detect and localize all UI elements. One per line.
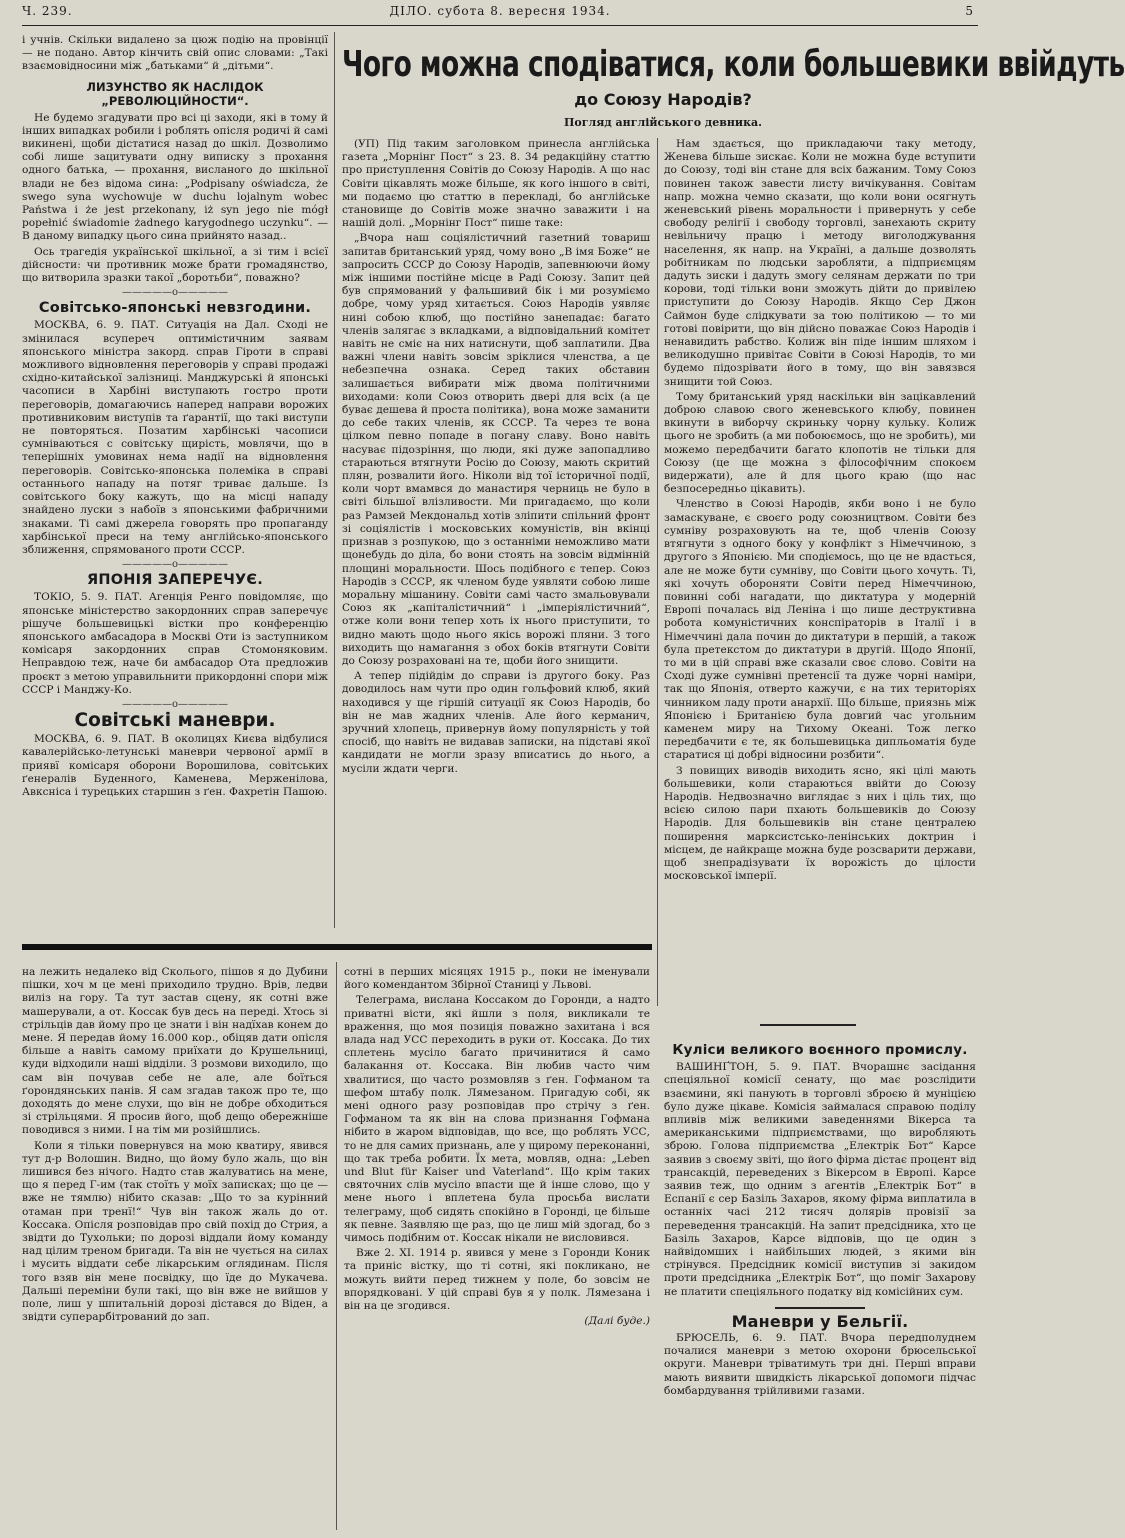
article-paragraph: Тому британський уряд наскільки він зацікавлений доброю славою свого женевського клюбу, повинен вкинути в виборчу скриньку чорну кульку. Колиж цього не зробить (а ми побоюємось, що не зробить), ми можемо передбачити багато клопотів не тільки для Союзу (це ще можна з філософічним спокоєм видержати), але й для цього краю (що нас безпосередньо цікавить).	[664, 390, 976, 496]
story-paragraph: Вже 2. XI. 1914 р. явився у мене з Горонди Коник та приніс вістку, що ті сотні, які покликано, не можуть вийти перед тижнем у поле, бо зовсім не впорядковані. У цій справі був я у полк. Лямезана і він на це згодився.	[344, 1247, 650, 1313]
article-paragraph: „Вчора наш соціялістичний газетний товариш запитав британський уряд, чому воно „В імя Боже“ не запросить СССР до Союзу Народів, запевнюючи йому між іншими постійне місце в Раді Союзу. Запит цей був спрямований у фальшивий бік і ми розуміємо добре, чому уряд хитається. Союз Народів уявляє нині собою клюб, що постійно занепадає: багато членів залягає з вкладками, а відповідальний комітет навіть не сміє на них натиснути, щоб заплатили. Два важні члени навіть зовсім зріклися членства, а це небезпечна ознака. Серед таких обставин залишається вибирати між двома політичними виходами: коли Союз отворить двері для всіх (а це буває дешева й проста політика), вона може заманити до себе таких членів, як СССР. Та через те вона цілком певно попаде в погану славу. Воно навіть насуває підозріння, що люди, які дуже запопадливо стараються втягнути Росію до Союзу, мають скритий плян, розвалити його. Ніколи від тої історичної події, коли чорт вмамвся до манастиря черниць не було в світі більшої влізливости. Ми пригадаємо, що коли раз Рамзей Мекдональд хотів зліпити спільний фронт зі соціялістів і московських комуністів, він вкінці признав з розпукою, що з останніми неможливо мати щонебудь до діла, бо вони стоять на зовсім відмінній площині моральности. Шось подібного є тепер. Союз Народів з СССР, як членом буде уявляти собою лише моральну мішанину. Совіти самі часто змальовували Союз як „капіталістичний“ і „імперіялістичний“, отже коли вони тепер хоть іх нього приступити, то видно мають щодо нього якісь ворожі пляни. З того виходить що намагання з обох боків втягнути Совіти до Союзу розраховані на те, щоби його знищити.	[342, 232, 650, 667]
left-paragraph: ТОКІО, 5. 9. ПАТ. Агенція Ренго повідомляє, що японське міністерство закордонних справ заперечує рішуче большевицькі вістки про конференцію японського амбасадора в Москві Оти із заступником комісаря закордонних справ Стомоняковим. Неправдою теж, наче би амбасадор Ота предложив проєкт з метою управильнити прикордонні спори між СССР і Манджу-Ко.	[22, 591, 328, 696]
story-paragraph: сотні в перших місяцях 1915 р., поки не іменували його комендантом Збірної Станиці у Львові.	[344, 966, 650, 992]
left-paragraph: Не будемо згадувати про всі ці заходи, які в тому й інших випадках робили і роблять опісля родичі й самі викинені, щоби дістатися назад до шкіл. Дозволимо собі лише зацитувати одну виписку з прохання одного батька, — прохання, висланого до шкільної влади не без відома сина: „Podpisany oświadcza, że swego syna wychowuje w duchu lojalnym wobec Państwa i że jest przekonany, iż syn jego nie mógł popełnić świadomie żadnego karygodnego uczynku“. — В даному випадку цього сина прийнято назад..	[22, 111, 328, 243]
story-paragraph: Коли я тільки повернувся на мою кватиру, явився тут д-р Волошин. Видно, що йому було жаль, що він лишився без нічого. Надто став жалуватись на мене, що я перед Г-им (так стоїть у моїх записках; що це — вже не тямлю) нібито сказав: „Що то за курінний отаман при тренї!“ Чув він також жаль до от. Коссака. Опісля розповідав про свій похід до Стрия, а звідти до Тухольки; по дорозі віддали йому команду над цілим треном бригади. Та він не чується на силах і мусить віддати себе лікарським оглядинам. Після того взяв він мене посвідку, що їде до Мукачева. Дальші переміни були такі, що він вже не вийшов у поле, лиш у шпитальній дорозі дістався до Віден, а звідти суперарбітрований до зап.	[22, 1139, 328, 1324]
section-rule	[775, 1307, 865, 1309]
story-paragraph: Телеграма, вислана Коссаком до Горонди, а надто приватні вісти, які йшли з поля, викликали те враження, що моя позиція поважно захитана і вся влада над УСС переходить в руки от. Коссака. До тих сплетень мусіло багато причинитися й само балакання от. Коссака. Він любив часто чим хвалитися, що часто розмовляв з ґен. Гофманом та шефом штабу полк. Лямезаном. Пригадую собі, як мені одного разу розповідав про стрічу з ґен. Гофманом та як він на слова признання Гофмана нібито в жаром відповідав, що все, що роблять УСС, то не для самих признань, але у щирому переконанні, що так треба робити. Їх мета, мовляв, одна: „Leben und Blut für Kaiser und Vaterland“. Що крім таких святочних слів мусіло впасти ще й інше слово, що у мене нього і вплетена була просьба вислати телеграму, щоб сидять спокійно в Горонді, це більше як певне. Заявляю ще раз, що це лиш мій здогад, бо з чимось подібним от. Коссак нікали не висловився.	[344, 994, 650, 1245]
to-be-continued: (Далі буде.)	[584, 1315, 650, 1328]
headline-war-industry: Куліси великого воєнного промислу.	[672, 1042, 968, 1058]
article-paragraph: Нам здається, що прикладаючи таку методу, Женева більше зискає. Коли не можна буде вступити до Союзу, тоді він стане для всіх бажаним. Тому Союз повинен також завести листу вичікування. Совітам напр. можна чемно сказати, що коли вони осягнуть женевський рівень моральности і привернуть у себе свободу релігії і свободу торговлі, занехають скриту невільничу працю і методу виголоджування населення, як напр. на Україні, а дальше дозволять робітникам по людськи заробляти, а підприємцям дадуть зиски і дадуть змогу селянам держати по три корови, тоді тільки вони зможуть дійти до привілею приступити до Союзу Народів. Якщо Сер Джон Саймон буде слідкувати за тою політикою — то ми готові повірити, що він дійсно поважає Союз Народів і ненавидить рабство. Колиж він піде іншим шляхом і великодушно привітає Совіти в Союзі Народів, то ми будемо підозрівати його в тому, що він завязвся знищити той Союз.	[664, 138, 976, 388]
right-paragraph: БРЮСЕЛЬ, 6. 9. ПАТ. Вчора передполуднем почалися маневри з метою охорони брюсельської округи. Маневри тріватимуть три дні. Перші вправи мають виявити швидкість лікарської допомоги підчас бомбардування трійливими газами.	[664, 1332, 976, 1397]
main-article-subtitle: до Союзу Народів?	[574, 90, 752, 109]
left-column	[22, 34, 328, 926]
separator-ornament: —————o—————	[121, 559, 229, 571]
story-column-2	[344, 966, 650, 1528]
main-article-column-1	[342, 138, 650, 928]
right-paragraph: ВАШИНҐТОН, 5. 9. ПАТ. Вчорашнє засідання спеціяльної комісії сенату, що має розслідити взаємини, які панують в торговлі зброєю й муніцією було дуже цікаве. Комісія займалася справою поділу впливів між великими заведеннями Вікерса та американськими підприємствами, що виробляють зброю. Голова підприємства „Електрік Бот“ Карсе заявив з своєму звіті, що його фірма дістає процент від трансакцій, переведених з Вікерсом в Европі. Карсе заявив теж, що одним з агентів „Електрік Бот“ в Еспанії є сер Базіль Захаров, якому фірма виплатила в останніх часі 212 тисяч долярів провізії за переведення трансакцій. На запит предсідника, хто це Базіль Захаров, Карсе відповів, що це один з найвідомших і найбільших людей, з якими він стрінувся. Предсідник комісії виступив зі закидом проти предсідника „Електрік Бот“, що поміг Захарову не платити спеціяльного податку від комісійних сум.	[664, 1061, 976, 1298]
headline-japan-denies: ЯПОНІЯ ЗАПЕРЕЧУЄ.	[87, 572, 263, 589]
column-divider	[657, 138, 658, 1006]
page-header	[22, 4, 978, 24]
column-divider	[336, 962, 337, 1530]
main-article-title: Чого можна сподіватися, коли большевики ввійдуть	[342, 43, 1125, 86]
section-rule	[760, 1024, 856, 1026]
article-paragraph: Членство в Союзі Народів, якби воно і не було замаскуване, є своєго роду союзництвом. Совіти без сумніву розраховують на те, щоб членів Союзу втягнути з одного боку у конфлікт з Німеччиною, з другого з Японією. Ми сподіємось, що це не вдасться, але не може бути сумніву, що Совіти цього хочуть. Ті, які хочуть обороняти Совіти перед Німеччиною, повинні собі нагадати, що диктатура у модерній Европі почалась від Леніна і що лише деструктивна робота комуністичних конспіраторів в Італії і в Німеччині дала почин до диктатури в першій, а також була претекстом до диктатури в другій. Щодо Японії, то ми в цій справі вже сказали своє слово. Совіти на Сході дуже сумнівні претенсії та дуже чорні наміри, так що Японія, отверто кажучи, є на тих територіях чинником ладу проти анархії. Що більше, приязнь між Японією і Британією була довгий час угольним каменем миру на Тихому Океані. Тож легко передбачити є те, як большевицька дипльоматія буде старатися ці добрі відносини розбити“.	[664, 498, 976, 762]
article-paragraph: А тепер підійдім до справи із другого боку. Раз доводилось нам чути про один гольфовий клюб, який находився у ще гіршій ситуації як Союз Народів, бо він не мав жадних членів. Але його керманич, зручний хлопець, привернув йому популярність у той спосіб, що навіть не видавав записки, на підставі якої кандидати не могли зразу вписатись до нього, а мусіли ждати черги.	[342, 670, 650, 775]
story-paragraph: на лежить недалеко від Сколього, пішов я до Дубини пішки, хоч м це мені приходило трудно. Врів, ледви виліз на гору. Та тут застав сцену, як сотні вже машерували, а от. Коссак був десь на переді. Хтось зі стрільців дав йому про це знати і він надїхав конем до мене. Я передав йому 16.000 кор., обіцяв дати опісля більше а навіть самому приїхати до Крушельниці, куди відходили наші відділи. З розмови виходило, що сам він почував себе не але, але боїться ґорондянських панів. Я сам згадав також про те, що доходять до мене слухи, що він не добре обходиться зі стрільцями. Я просив його, щоб дещо обережніше поводився з ними. І на тім ми розійшлись.	[22, 966, 328, 1137]
article-paragraph: З повищих виводів виходить ясно, які цілі мають большевики, коли стараються ввійти до Союзу Народів. Недвозначно виглядає з них і ціль тих, що всією силою пари пхають большевиків до Союзу Народів. Для большевиків він стане централею поширення марксистсько-ленінських доктрин і місцем, де найкраще можна буде розсварити держави, щоб знепрадізувати їх ворожість до цілости московської імперії.	[664, 764, 976, 883]
left-paragraph: МОСКВА, 6. 9. ПАТ. Ситуація на Дал. Сході не змінилася всупереч оптимістичним заявам японського міністра закорд. справ Гіроти в справі можливого відновлення переговорів у справі продажі східно-китайської залізниці. Манджурські й японські часописи в Харбіні виступають гостро проти переговорів, домагаючись наперед направи ворожих противниковим виступів та ґарантії, що такі виступи не повторяться. Позатим харбінські часописи сумніваються с совітську щирість, мовлячи, що в теперішніх умовинах нема надії на відновлення переговорів. Совітсько-японська полеміка в справі останнього нападу на потяг триває дальше. Із совітського боку кажуть, що на місці нападу знайдено луски з набоїв з японськими фабричними знаками. Ті самі джерела говорять про пропаганду харбінської преси на тему англійсько-японського зближення, спрямованого проти СССР.	[22, 319, 328, 556]
separator-ornament: —————o—————	[121, 287, 229, 299]
page-number: 5	[965, 4, 974, 18]
headline-belgium-maneuvers: Маневри у Бельгії.	[731, 1311, 909, 1331]
main-article-column-2	[664, 138, 976, 1020]
left-intro: і учнів. Скільки видалено за цюж подію на провінції — не подано. Автор кінчить свій опис словами: „Такі взаємовідносини між „батьками“ й „дітьми“.	[22, 34, 328, 73]
main-article-deck: Погляд англійського девника.	[564, 116, 762, 129]
separator-ornament: —————o—————	[121, 698, 229, 710]
headline-lizunstvo: ЛИЗУНСТВО ЯК НАСЛІДОК „РЕВОЛЮЦІЙНОСТИ“.	[86, 79, 264, 108]
issue-number: Ч. 239.	[22, 4, 73, 18]
left-paragraph: Ось трагедія української шкільної, а зі тим і всієї дійсности: чи противник може брати громадянство, що витворила зразки такої „боротьби“, поважно?	[22, 245, 328, 285]
headline-soviet-japanese: Совітсько-японські невзгодини.	[38, 300, 312, 317]
article-paragraph: (УП) Під таким заголовком принесла англійська газета „Морнінг Пост“ з 23. 8. 34 редакційну статтю про приступлення Совітів до Союзу Народів. А що нас Совіти цікавлять може більше, як кого іншого в світі, ми подаємо цю статтю в перекладі, бо англійське становище до Совітів може значно заважити і на нашій долі. „Морнінг Пост“ пише таке:	[342, 138, 650, 230]
left-paragraph: МОСКВА, 6. 9. ПАТ. В околицях Києва відбулися кавалерійсько-летунські маневри червоної армії в приявї комісаря оборони Ворошилова, совітських ґенералів Буденного, Каменева, Мерженілова, Авксніса і турецьких старшин з ґен. Фахретін Пашою.	[22, 733, 328, 798]
masthead-date: ДІЛО. субота 8. вересня 1934.	[389, 4, 611, 18]
headline-soviet-maneuvers: Совітські маневри.	[74, 709, 276, 731]
story-top-rule	[22, 944, 652, 950]
right-bottom-column	[664, 1040, 976, 1530]
story-column-1	[22, 966, 328, 1528]
column-divider	[334, 32, 335, 928]
